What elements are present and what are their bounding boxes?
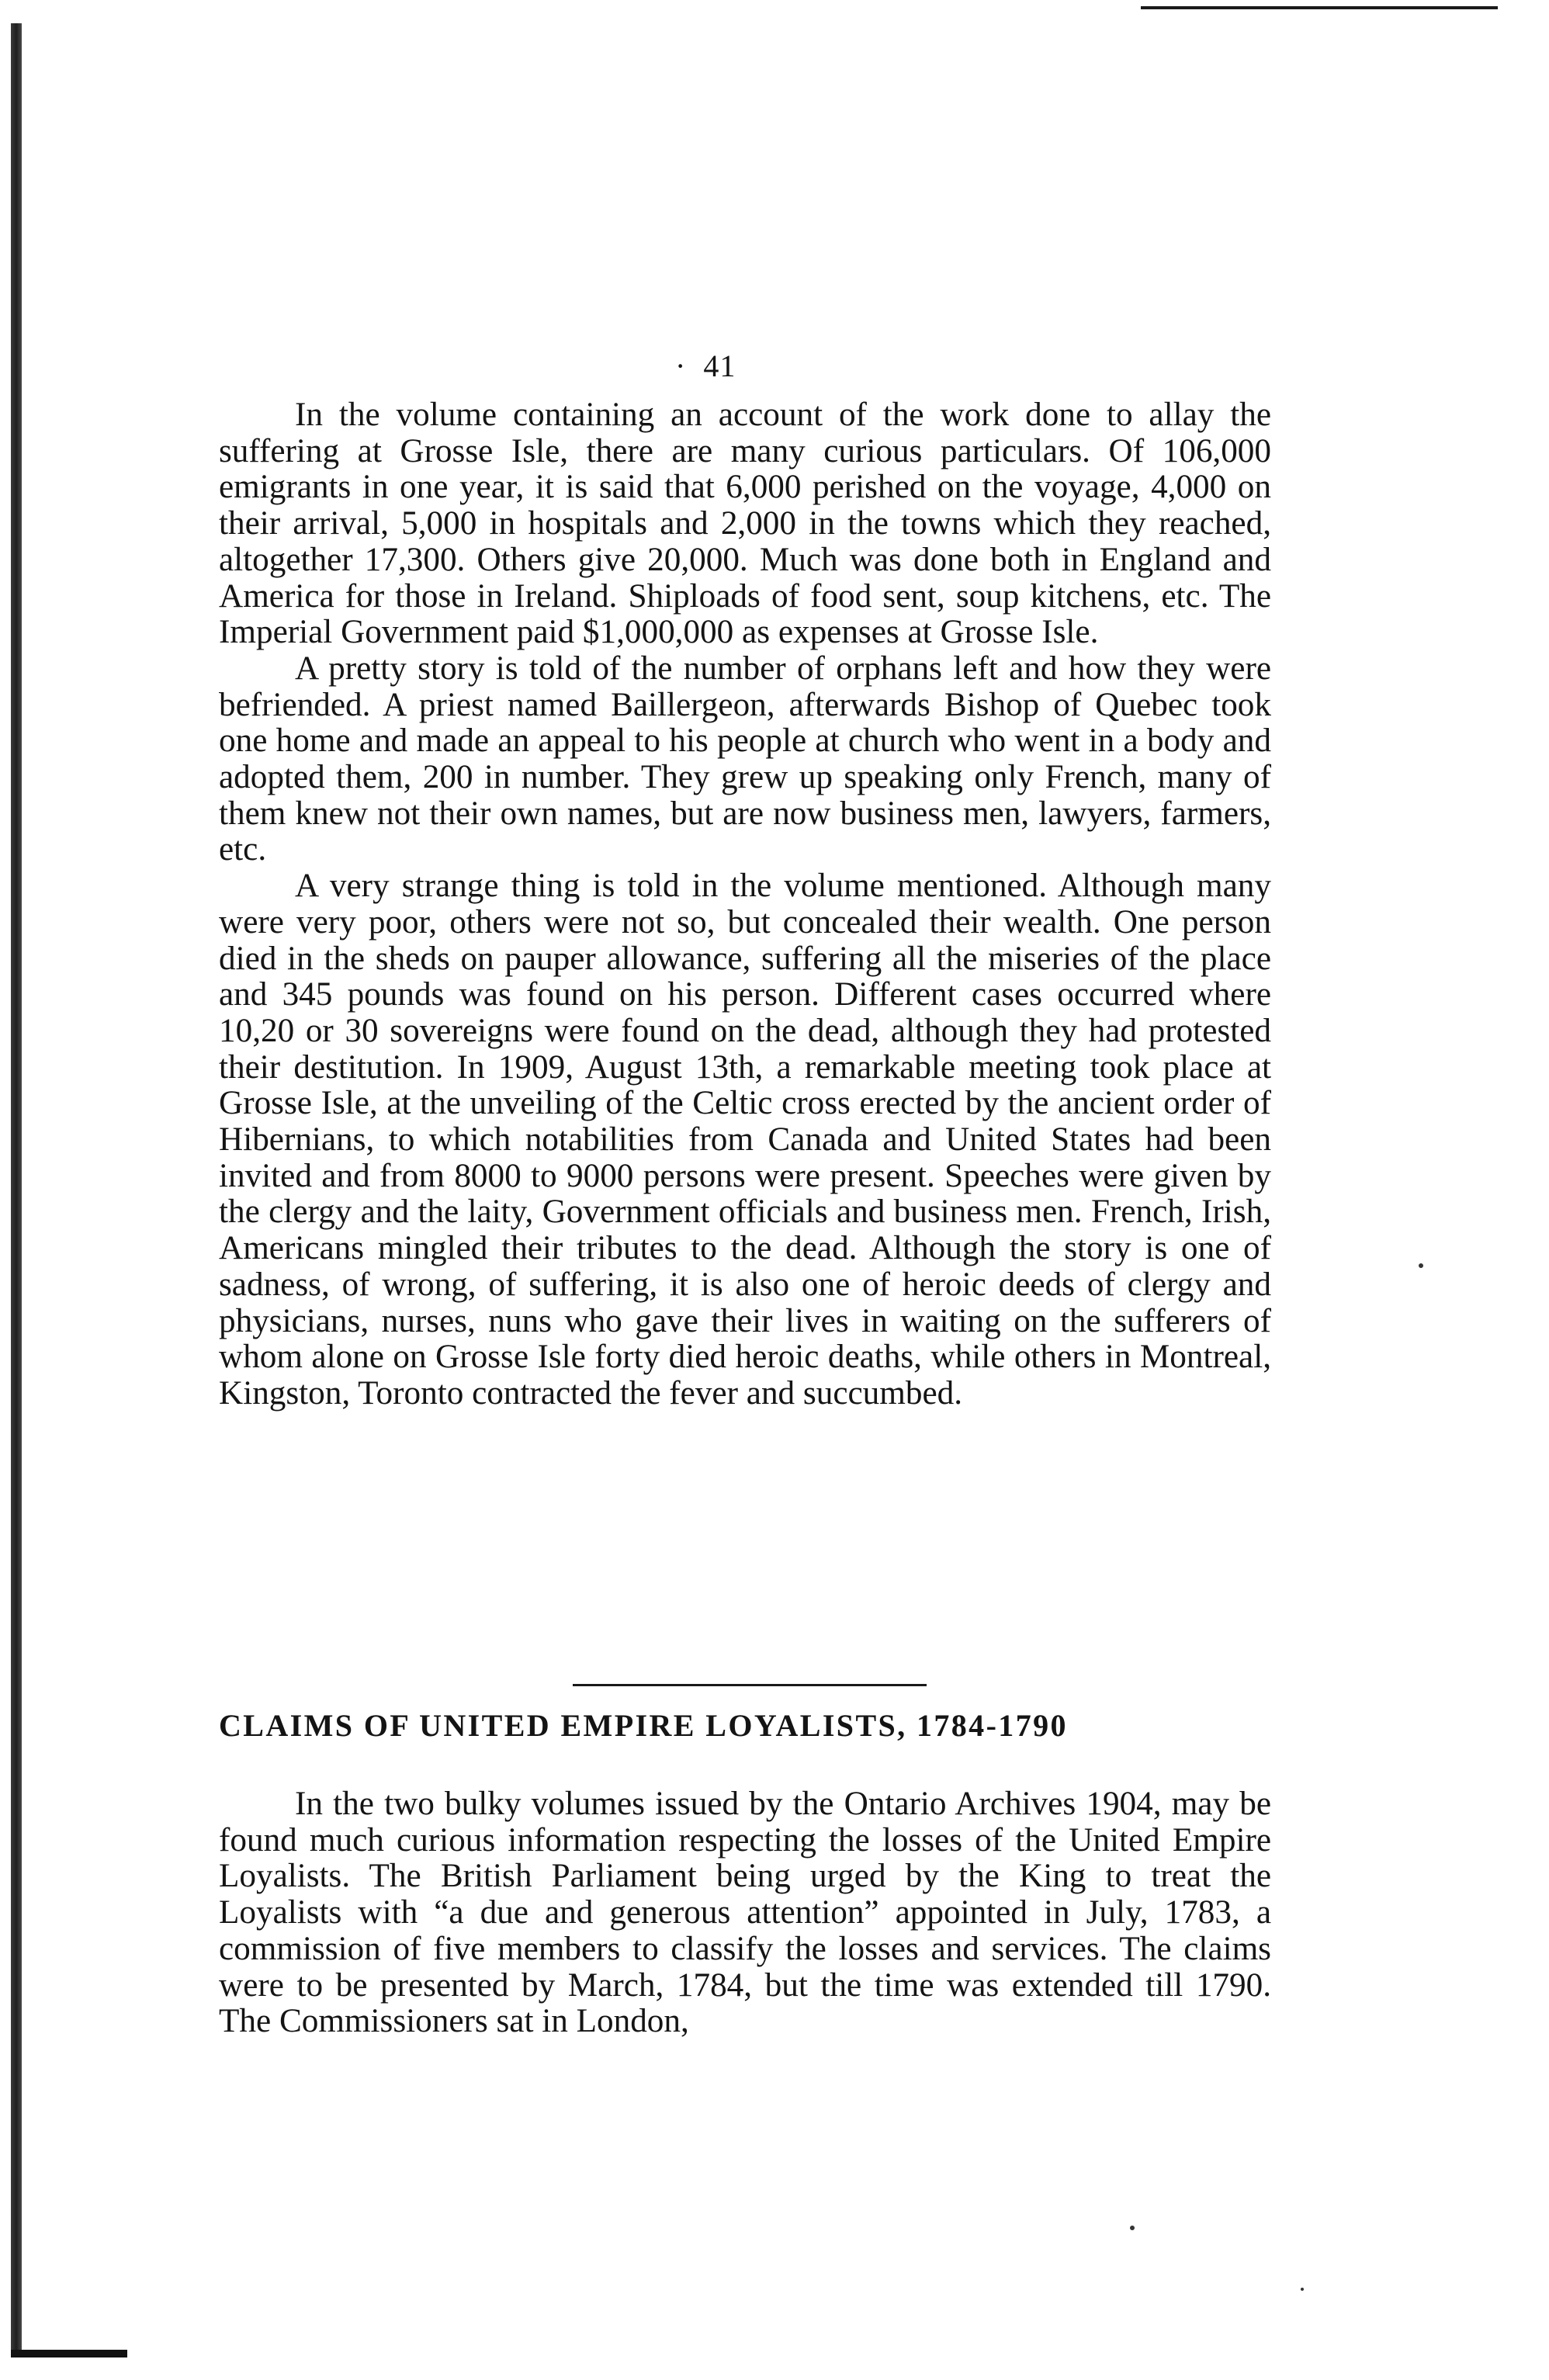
scan-speck [1419, 1263, 1423, 1268]
paragraph-orphans: A pretty story is told of the number of orphans left and how they were befriended. A priest named Baillergeon, afterwards Bishop of Quebec took one home and made an appeal to his people at church who went in a body and adopted them, 200 in number. They grew up speaking only French, many of them knew not their own names, but are now business men, lawyers, farmers, etc. [219, 650, 1271, 868]
paragraph-strange-thing: A very strange thing is told in the volume mentioned. Although many were very poor, others were not so, but concealed their wealth. One person died in the sheds on pauper allowance, suffering all the miseries of the place and 345 pounds was found on his person. Different cases occurred where 10,20 or 30 sovereigns were found on the dead, although they had protested their destitution. In 1909, August 13th, a remarkable meeting took place at Grosse Isle, at the unveiling of the Celtic cross erected by the ancient order of Hibernians, to which notabilities from Canada and United States had been invited and from 8000 to 9000 persons were present. Speeches were given by the clergy and the laity, Government officials and business men. French, Irish, Americans mingled their tributes to the dead. Although the story is one of sadness, of wrong, of suffering, it is also one of heroic deeds of clergy and physicians, nurses, nuns who gave their lives in waiting on the sufferers of whom alone on Grosse Isle forty died heroic deaths, while others in Montreal, Kingston, Toronto contracted the fever and succumbed. [219, 868, 1271, 1412]
paragraph-loyalist-claims: In the two bulky volumes issued by the Ontario Archives 1904, may be found much curious information respecting the losses of the United Empire Loyalists. The British Parliament being urged by the King to treat the Loyalists with “a due and generous attention” appointed in July, 1783, a commission of five members to classify the losses and services. The claims were to be presented by March, 1784, but the time was extended till 1790. The Commissioners sat in London, [219, 1786, 1271, 2040]
page-number-text: 41 [703, 348, 736, 383]
section-heading: CLAIMS OF UNITED EMPIRE LOYALISTS, 1784-1790 [219, 1708, 1068, 1743]
page-number: · 41 [675, 348, 736, 383]
body-text-part2 [219, 1786, 1271, 2040]
top-edge-rule [1141, 6, 1498, 9]
paragraph-grosse-isle: In the volume containing an account of the work done to allay the suffering at Grosse Isle, there are many curious particulars. Of 106,000 emigrants in one year, it is said that 6,000 perished on the voyage, 4,000 on their arrival, 5,000 in hospitals and 2,000 in the towns which they reached, altogether 17,300. Others give 20,000. Much was done both in England and America for those in Ireland. Shiploads of food sent, soup kitchens, etc. The Imperial Government paid $1,000,000 as expenses at Grosse Isle. [219, 397, 1271, 651]
scan-speck [1301, 2288, 1304, 2291]
page-binding-edge [11, 23, 22, 2351]
body-text-part1 [219, 397, 1271, 1412]
section-divider [573, 1684, 927, 1686]
page-binding-foot [11, 2350, 127, 2357]
scan-speck [1130, 2226, 1135, 2230]
